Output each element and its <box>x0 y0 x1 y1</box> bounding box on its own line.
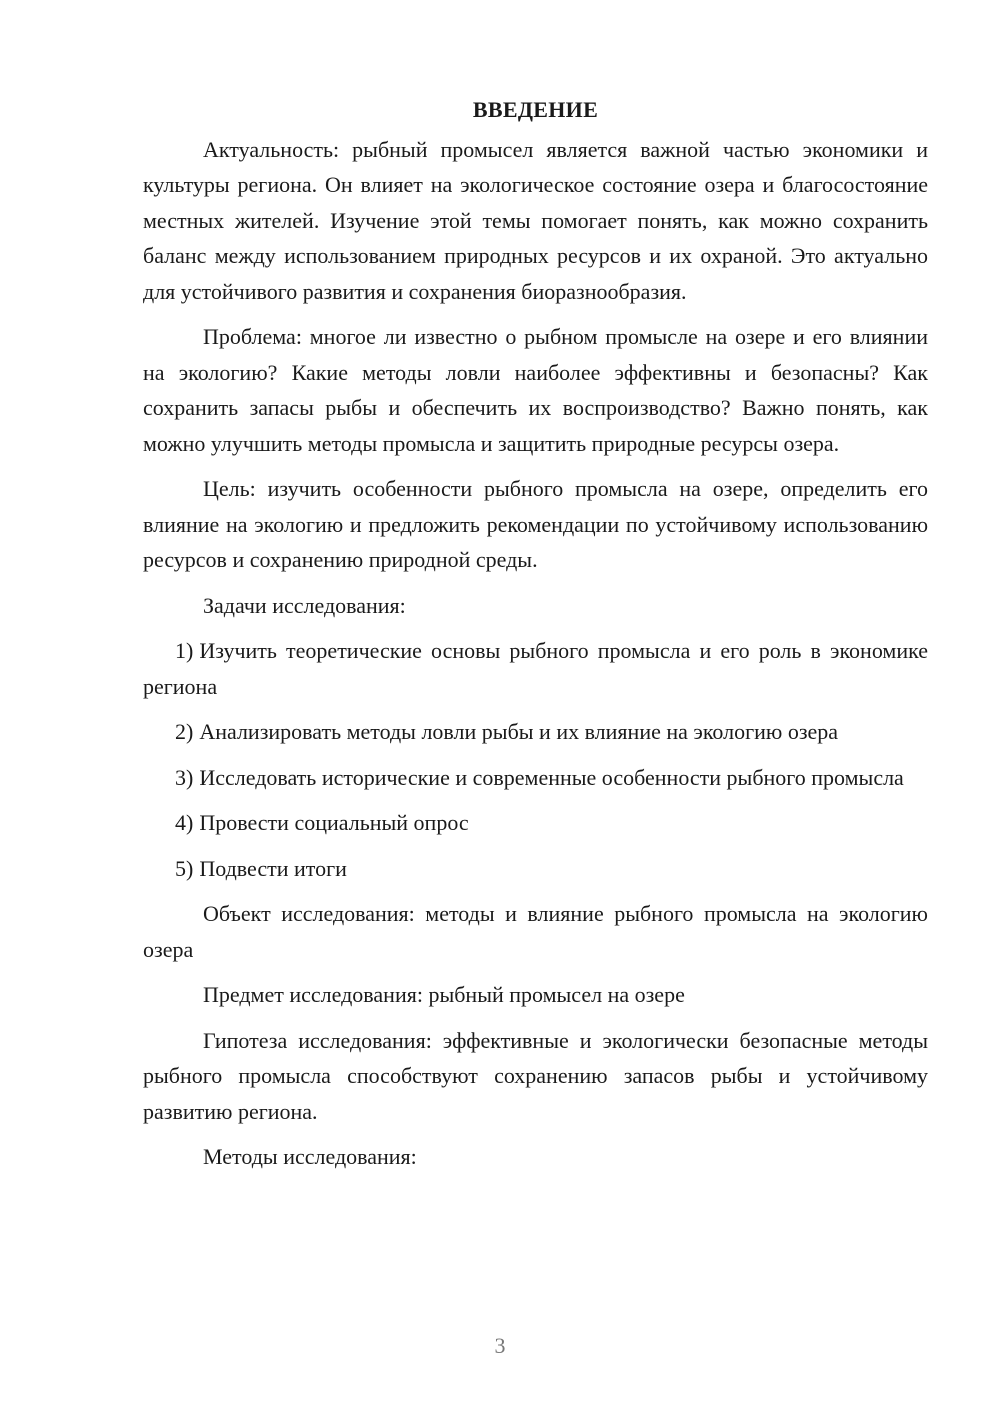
list-item-number: 5) <box>175 855 194 881</box>
list-item-number: 2) <box>175 719 194 744</box>
list-item-number: 4) <box>175 810 194 835</box>
paragraph-goal: Цель: изучить особенности рыбного промысла на озере, определить его влияние на экологию и предложить рекомендации по устойчивому использованию ресурсов и сохранению природной среды. <box>143 476 928 572</box>
methods-title: Методы исследования: <box>203 1144 417 1169</box>
paragraph-hypothesis: Гипотеза исследования: эффективные и экологически безопасные методы рыбного промысла способствуют сохранению запасов рыбы и устойчивому развитию региона. <box>143 1027 928 1124</box>
list-item-text: Подвести итоги <box>199 855 347 881</box>
document-page <box>143 92 928 1185</box>
list-item-text: Изучить теоретические основы рыбного промысла и его роль в экономике региона <box>143 638 928 699</box>
page-title: ВВЕДЕНИЕ <box>472 97 599 122</box>
list-item-text: Провести социальный опрос <box>199 810 469 835</box>
list-item-number: 3) <box>175 764 194 790</box>
list-item-number: 1) <box>175 638 194 663</box>
list-item-task-4 <box>143 805 928 841</box>
list-item-task-2 <box>143 714 928 750</box>
paragraph-subject: Предмет исследования: рыбный промысел на озере <box>203 982 685 1007</box>
list-item-task-3 <box>143 760 928 796</box>
list-item-text: Анализировать методы ловли рыбы и их влияние на экологию озера <box>199 719 839 744</box>
list-item-task-1 <box>143 633 928 704</box>
paragraph-problem: Проблема: многое ли известно о рыбном промысле на озере и его влиянии на экологию? Какие методы ловли наиболее эффективны и безопасны? Как сохранить запасы рыбы и обеспечить их воспроизводство? Важно понять, как можно улучшить методы промысла и защитить природные ресурсы озера. <box>143 324 928 456</box>
list-item-text: Исследовать исторические и современные особенности рыбного промысла <box>199 764 904 790</box>
paragraph-relevance: Актуальность: рыбный промысел является важной частью экономики и культуры региона. Он влияет на экологическое состояние озера и благосостояние местных жителей. Изучение этой темы помогает понять, как можно сохранить баланс между использованием природных ресурсов и их охраной. Это актуально для устойчивого развития и сохранения биоразнообразия. <box>143 136 928 304</box>
list-item-task-5 <box>143 851 928 887</box>
tasks-title: Задачи исследования: <box>203 592 406 618</box>
paragraph-object: Объект исследования: методы и влияние рыбного промысла на экологию озера <box>143 901 928 962</box>
page-number: 3 <box>494 1333 506 1358</box>
